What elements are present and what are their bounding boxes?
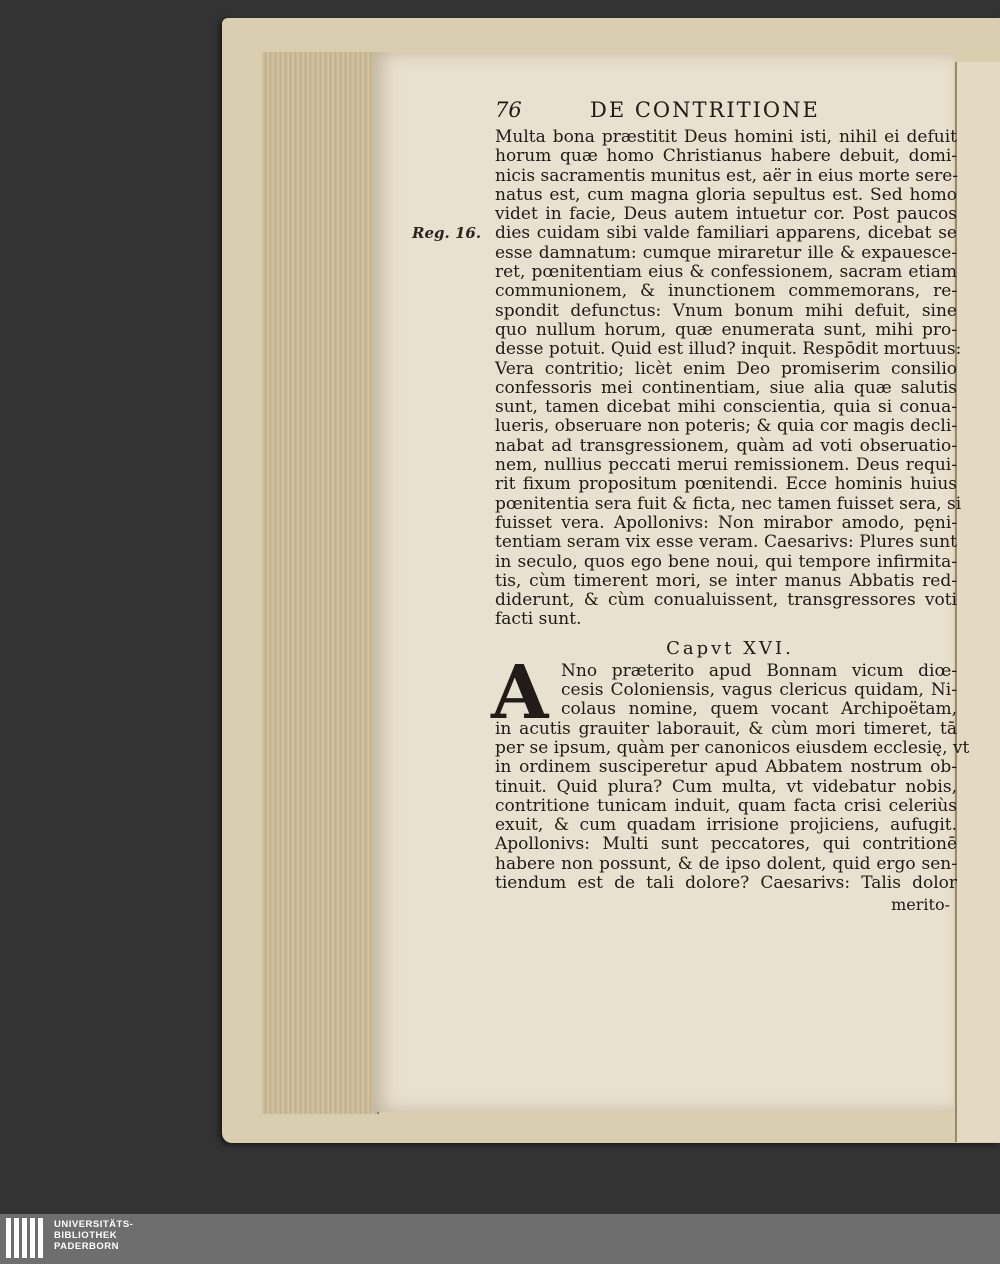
chapter-text-line: colaus nomine, quem vocant Archipoëtam, (561, 699, 957, 720)
text-line: sunt, tamen dicebat mihi conscientia, quia si conua- (495, 397, 957, 418)
text-line: dies cuidam sibi valde familiari apparens, dicebat se (495, 223, 957, 244)
text-line: quo nullum horum, quæ enumerata sunt, mihi pro- (495, 319, 957, 340)
text-line: nabat ad transgressionem, quàm ad voti obseruatio- (495, 435, 957, 456)
page-number: 76 (495, 98, 522, 122)
library-name-line-2: BIBLIOTHEK (54, 1230, 118, 1241)
catchword: merito- (891, 895, 950, 915)
text-line: diderunt, & cùm conualuissent, transgressores voti (495, 590, 957, 611)
library-name (54, 1219, 133, 1252)
text-line: lueris, obseruare non poteris; & quia cor magis decli- (495, 416, 957, 437)
text-line: ret, pœnitentiam eius & confessionem, sacram etiam (495, 262, 957, 283)
chapter-text (495, 660, 970, 894)
university-library-logo (6, 1218, 48, 1258)
chapter-text-line: in ordinem susciperetur apud Abbatem nostrum ob- (495, 757, 957, 778)
library-name-line-3: PADERBORN (54, 1241, 120, 1252)
chapter-title: Capvt XVI. (666, 637, 794, 659)
library-name-line-1: UNIVERSITÄTS- (54, 1219, 134, 1230)
chapter-text-line: tiendum est de tali dolore? Caesarivs: Talis dolor (495, 872, 957, 893)
text-line: horum quæ homo Christianus habere debuit, domi- (495, 146, 957, 167)
text-line: rit fixum propositum pœnitendi. Ecce hominis huius (495, 474, 957, 495)
text-line: fuisset vera. Apollonivs: Non mirabor amodo, pęni- (495, 512, 957, 533)
text-line: spondit defunctus: Vnum bonum mihi defuit, sine (495, 300, 957, 321)
running-head-title: DE CONTRITIONE (590, 98, 820, 122)
text-line: natus est, cum magna gloria sepultus est. Sed homo (495, 184, 957, 205)
text-line: tis, cùm timerent mori, se inter manus Abbatis red- (495, 570, 957, 591)
text-line: nicis sacramentis munitus est, aër in eius morte sere- (495, 165, 959, 186)
chapter-text-line: Apollonivs: Multi sunt peccatores, qui contritionē (495, 834, 957, 855)
page-edges (262, 52, 379, 1114)
chapter-text-line: Nno præterito apud Bonnam vicum diœ- (561, 660, 957, 681)
text-line: communionem, & inunctionem commemorans, re- (495, 281, 957, 302)
text-line: esse damnatum: cumque miraretur ille & expauesce- (495, 242, 957, 263)
footer-bar (0, 1214, 1000, 1264)
chapter-body (491, 649, 970, 894)
text-line: Vera contritio; licèt enim Deo promiserim consilio (495, 358, 957, 379)
text-line: desse potuit. Quid est illud? inquit. Respōdit mortuus: (495, 339, 962, 360)
chapter-text-line: cesis Coloniensis, vagus clericus quidam, Ni- (561, 680, 957, 701)
text-line: tentiam seram vix esse veram. Caesarivs: Plures sunt (495, 532, 957, 553)
margin-note: Reg. 16. (412, 224, 482, 242)
chapter-text-line: tinuit. Quid plura? Cum multa, vt videbatur nobis, (495, 776, 957, 797)
text-line: Multa bona præstitit Deus homini isti, nihil ei defuit (495, 127, 957, 147)
drop-cap: A (491, 649, 549, 736)
text-line: in seculo, quos ego bene noui, qui tempore infirmita- (495, 551, 957, 572)
body-text (495, 128, 965, 630)
chapter-text-line: per se ipsum, quàm per canonicos eiusdem ecclesię, vt (495, 737, 970, 758)
chapter-text-line: exuit, & cum quadam irrisione projiciens, aufugit. (495, 815, 957, 836)
running-head (495, 98, 965, 128)
text-line: videt in facie, Deus autem intuetur cor. Post paucos (495, 204, 957, 225)
text-line: pœnitentia sera fuit & ficta, nec tamen fuisset sera, si (495, 493, 962, 514)
chapter-text-line: habere non possunt, & de ipso dolent, quid ergo sen- (495, 853, 957, 874)
page-text (491, 98, 970, 915)
chapter-text-line: in acutis grauiter laborauit, & cùm mori timeret, tā (495, 718, 957, 739)
text-line: nem, nullius peccati merui remissionem. Deus requi- (495, 455, 957, 476)
text-line: confessoris mei continentiam, siue alia quæ salutis (495, 377, 957, 398)
text-line: facti sunt. (495, 609, 582, 630)
chapter-text-line: contritione tunicam induit, quam facta crisi celeriùs (495, 795, 957, 816)
